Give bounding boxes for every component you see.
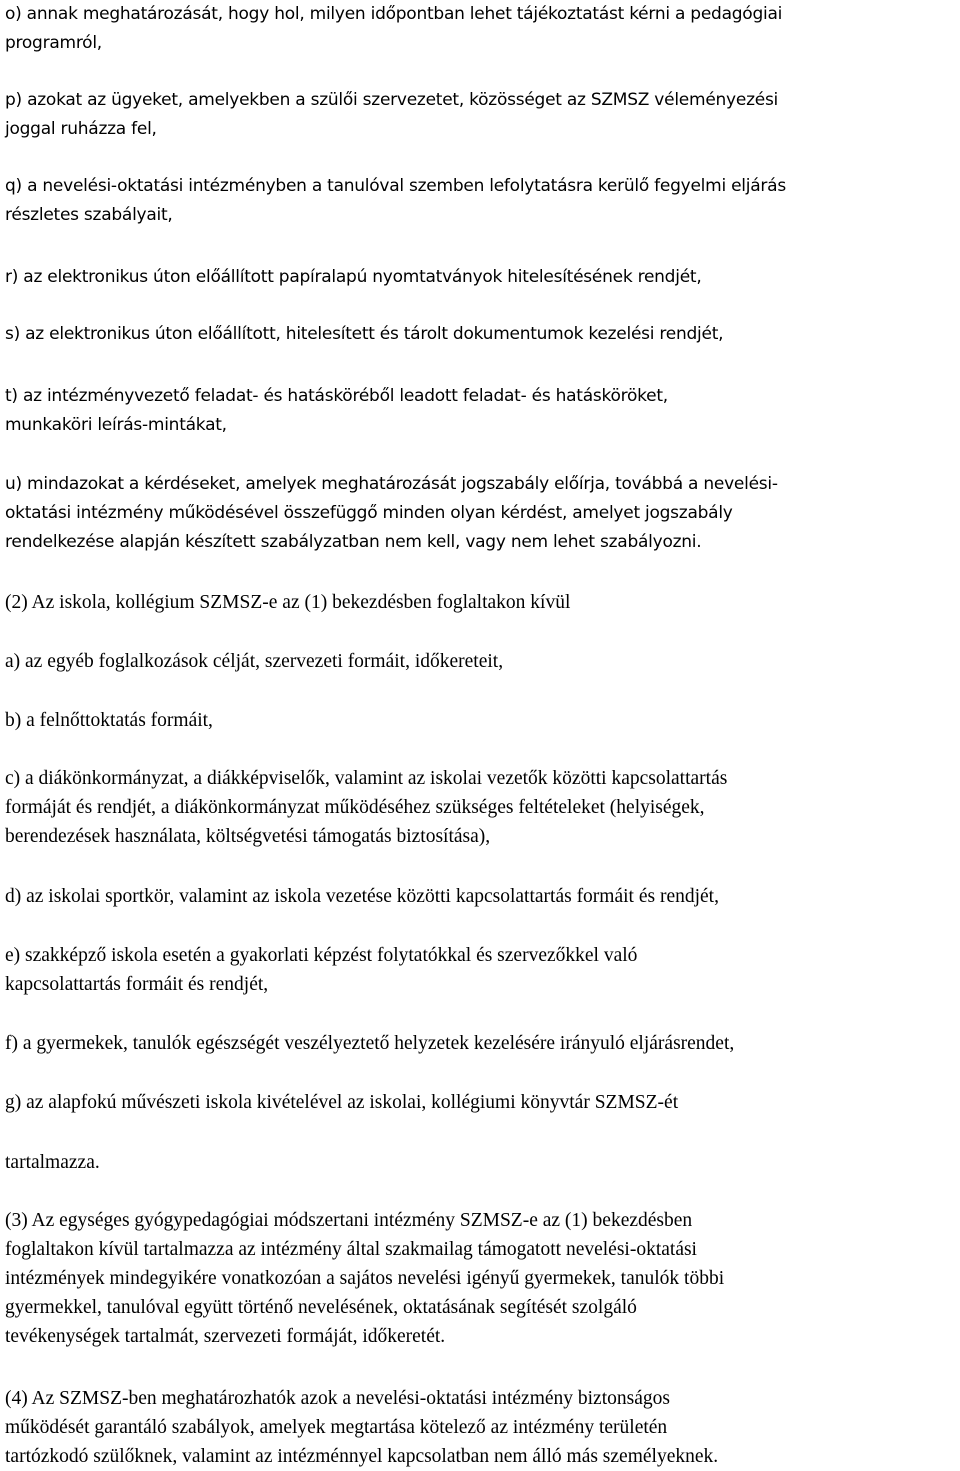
text-line: r) az elektronikus úton előállított papíralapú nyomtatványok hitelesítésének rendjét, xyxy=(5,267,702,287)
paragraph-o xyxy=(5,0,957,58)
text-line: formáját és rendjét, a diákönkormányzat működéséhez szükséges feltételeket (helyiségek, xyxy=(5,797,705,818)
paragraph-a xyxy=(5,647,957,676)
text-line: (2) Az iskola, kollégium SZMSZ-e az (1) bekezdésben foglaltakon kívül xyxy=(5,592,571,613)
text-line: berendezések használata, költségvetési támogatás biztosítása), xyxy=(5,826,491,847)
text-line: d) az iskolai sportkör, valamint az iskola vezetése közötti kapcsolattartás formáit és rendjét, xyxy=(5,886,719,907)
text-line: s) az elektronikus úton előállított, hitelesített és tárolt dokumentumok kezelési rendjét, xyxy=(5,324,724,344)
paragraph-e xyxy=(5,941,957,999)
paragraph-section-4 xyxy=(5,1384,957,1471)
text-line: munkaköri leírás-mintákat, xyxy=(5,415,227,435)
text-line: c) a diákönkormányzat, a diákképviselők, valamint az iskolai vezetők közötti kapcsolattartás xyxy=(5,768,728,789)
paragraph-g xyxy=(5,1088,957,1117)
text-line: q) a nevelési-oktatási intézményben a tanulóval szemben lefolytatásra kerülő fegyelmi eljárás xyxy=(5,176,786,196)
paragraph-r xyxy=(5,263,957,292)
text-line: tevékenységek tartalmát, szervezeti formáját, időkeretét. xyxy=(5,1326,446,1347)
paragraph-u xyxy=(5,470,957,557)
paragraph-section-3 xyxy=(5,1206,957,1351)
paragraph-f xyxy=(5,1029,957,1058)
text-line: részletes szabályait, xyxy=(5,205,173,225)
text-line: foglaltakon kívül tartalmazza az intézmény által szakmailag támogatott nevelési-oktatási xyxy=(5,1239,697,1260)
text-line: programról, xyxy=(5,33,102,53)
text-line: intézmények mindegyikére vonatkozóan a sajátos nevelési igényű gyermekek, tanulók többi xyxy=(5,1268,725,1289)
text-line: gyermekkel, tanulóval együtt történő nevelésének, oktatásának segítését szolgáló xyxy=(5,1297,637,1318)
paragraph-p xyxy=(5,86,957,144)
paragraph-q xyxy=(5,172,957,230)
text-line: g) az alapfokú művészeti iskola kivételével az iskolai, kollégiumi könyvtár SZMSZ-ét xyxy=(5,1092,679,1113)
text-line: a) az egyéb foglalkozások célját, szervezeti formáit, időkereteit, xyxy=(5,651,504,672)
text-line: rendelkezése alapján készített szabályzatban nem kell, vagy nem lehet szabályozni. xyxy=(5,532,702,552)
text-line: b) a felnőttoktatás formáit, xyxy=(5,710,213,731)
text-line: kapcsolattartás formáit és rendjét, xyxy=(5,974,269,995)
text-line: o) annak meghatározását, hogy hol, milyen időpontban lehet tájékoztatást kérni a pedagógiai xyxy=(5,4,783,24)
paragraph-c xyxy=(5,764,957,851)
text-line: p) azokat az ügyeket, amelyekben a szülői szervezetet, közösséget az SZMSZ véleményezési xyxy=(5,90,779,110)
text-line: oktatási intézmény működésével összefüggő minden olyan kérdést, amelyet jogszabály xyxy=(5,503,733,523)
paragraph-d xyxy=(5,882,957,911)
text-line: e) szakképző iskola esetén a gyakorlati képzést folytatókkal és szervezőkkel való xyxy=(5,945,638,966)
text-line: működését garantáló szabályok, amelyek megtartása kötelező az intézmény területén xyxy=(5,1417,668,1438)
text-line: (3) Az egységes gyógypedagógiai módszertani intézmény SZMSZ-e az (1) bekezdésben xyxy=(5,1210,693,1231)
paragraph-b xyxy=(5,706,957,735)
paragraph-tartalmazza xyxy=(5,1148,957,1177)
text-line: joggal ruházza fel, xyxy=(5,119,157,139)
text-line: tartalmazza. xyxy=(5,1152,100,1173)
paragraph-section-2 xyxy=(5,588,957,617)
text-line: t) az intézményvezető feladat- és hatásköréből leadott feladat- és hatásköröket, xyxy=(5,386,668,406)
paragraph-t xyxy=(5,382,957,440)
text-line: f) a gyermekek, tanulók egészségét veszélyeztető helyzetek kezelésére irányuló eljárásrendet, xyxy=(5,1033,735,1054)
paragraph-s xyxy=(5,320,957,349)
text-line: tartózkodó szülőknek, valamint az intézménnyel kapcsolatban nem álló más személyeknek. xyxy=(5,1446,719,1467)
text-line: (4) Az SZMSZ-ben meghatározhatók azok a nevelési-oktatási intézmény biztonságos xyxy=(5,1388,670,1409)
text-line: u) mindazokat a kérdéseket, amelyek meghatározását jogszabály előírja, továbbá a nevelési- xyxy=(5,474,778,494)
